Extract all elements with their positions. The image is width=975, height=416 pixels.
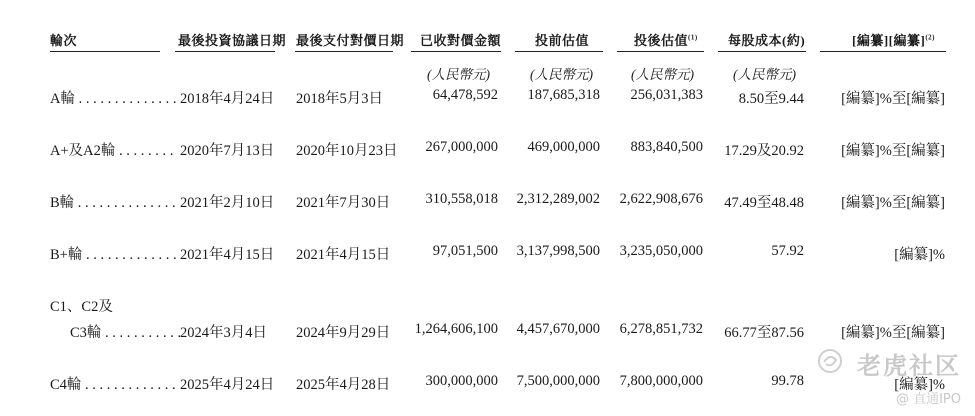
row-b-payment-date: 2021年7月30日 [296,195,391,211]
row-bplus-post-money: 3,235,050,000 [619,243,703,259]
row-b-agreement-date: 2021年2月10日 [180,195,275,211]
row-b-post-money: 2,622,908,676 [619,191,703,207]
row-b-pre-money: 2,312,289,002 [516,191,600,207]
row-c3-round-line1: C1、C2及 [50,299,113,315]
unit-pre-money: (人民幣元) [530,67,593,82]
row-a-agreement-date: 2018年4月24日 [180,91,275,107]
header-post-money-label: 投後估值 [634,33,689,48]
header-rule-post-money [617,51,704,52]
header-round: 輪次 [50,33,78,48]
row-a2-consideration: 267,000,000 [425,139,498,155]
row-a-discount: [編纂]%至[編纂] [841,91,945,107]
header-rule-payment [295,51,393,52]
header-post-money [634,30,698,49]
header-rule-agreement [175,51,275,52]
row-b-round: B輪 . . . . . . . . . . . . . . [50,195,176,211]
row-bplus-agreement-date: 2021年4月15日 [180,247,275,263]
header-last-agreement-date: 最後投資協議日期 [178,33,287,48]
row-a-post-money: 256,031,383 [630,87,703,103]
row-a2-discount: [編纂]%至[編纂] [841,143,945,159]
row-c4-discount: [編纂]% [894,377,945,393]
unit-cost-per-share: (人民幣元) [733,67,796,82]
header-discount-label: [編纂][編纂] [852,33,926,48]
row-bplus-consideration: 97,051,500 [432,243,498,259]
row-c3-consideration: 1,264,606,100 [414,321,498,337]
row-bplus-discount: [編纂]% [894,247,945,263]
row-c4-cost: 99.78 [771,373,804,389]
row-c4-post-money: 7,800,000,000 [619,373,703,389]
row-c4-round: C4輪 . . . . . . . . . . . . . [50,377,176,393]
header-rule-cost [718,51,806,52]
header-cost-per-share: 每股成本(約) [728,33,806,48]
row-a2-round: A+及A2輪 . . . . . . . . [50,143,174,159]
row-a-round: A輪 . . . . . . . . . . . . . . [50,91,177,107]
watermark-handle: @ 直通IPO [895,392,961,407]
discount-footnote: (2) [925,33,935,42]
row-c3-round: C3輪 . . . . . . . . . . . [70,325,182,341]
row-b-cost: 47.49至48.48 [724,195,804,211]
header-rule-discount [820,51,946,52]
unit-consideration: (人民幣元) [427,67,490,82]
header-rule-consideration [411,51,501,52]
row-b-consideration: 310,558,018 [425,191,498,207]
row-c3-post-money: 6,278,851,732 [619,321,703,337]
header-consideration: 已收對價金額 [420,33,502,48]
watermark-swirl-icon [817,348,843,374]
row-c3-payment-date: 2024年9月29日 [296,325,391,341]
row-a2-post-money: 883,840,500 [630,139,703,155]
header-rule-round [50,51,160,52]
row-bplus-cost: 57.92 [771,243,804,259]
post-money-footnote: (1) [688,33,698,42]
row-b-discount: [編纂]%至[編纂] [841,195,945,211]
row-a-consideration: 64,478,592 [432,87,498,103]
row-a2-pre-money: 469,000,000 [527,139,600,155]
row-a-cost: 8.50至9.44 [738,91,804,107]
row-c3-discount: [編纂]%至[編纂] [841,325,945,341]
row-bplus-round: B+輪 . . . . . . . . . . . . . [50,247,177,263]
unit-post-money: (人民幣元) [631,67,694,82]
row-a-pre-money: 187,685,318 [527,87,600,103]
row-a-payment-date: 2018年5月3日 [296,91,383,107]
row-c4-consideration: 300,000,000 [425,373,498,389]
row-c4-agreement-date: 2025年4月24日 [180,377,275,393]
row-c3-agreement-date: 2024年3月4日 [180,325,267,341]
row-a2-payment-date: 2020年10月23日 [296,143,398,159]
watermark-title: 老虎社区 [857,352,961,380]
row-a2-agreement-date: 2020年7月13日 [180,143,275,159]
row-a2-cost: 17.29及20.92 [724,143,804,159]
row-c3-cost: 66.77至87.56 [724,325,804,341]
row-c3-pre-money: 4,457,670,000 [516,321,600,337]
row-bplus-pre-money: 3,137,998,500 [516,243,600,259]
row-bplus-payment-date: 2021年4月15日 [296,247,391,263]
header-pre-money: 投前估值 [535,33,590,48]
watermark-logo-icon [817,348,843,378]
header-rule-pre-money [515,51,603,52]
header-discount [852,30,935,49]
header-last-payment-date: 最後支付對價日期 [296,33,405,48]
row-c4-payment-date: 2025年4月28日 [296,377,391,393]
row-c4-pre-money: 7,500,000,000 [516,373,600,389]
